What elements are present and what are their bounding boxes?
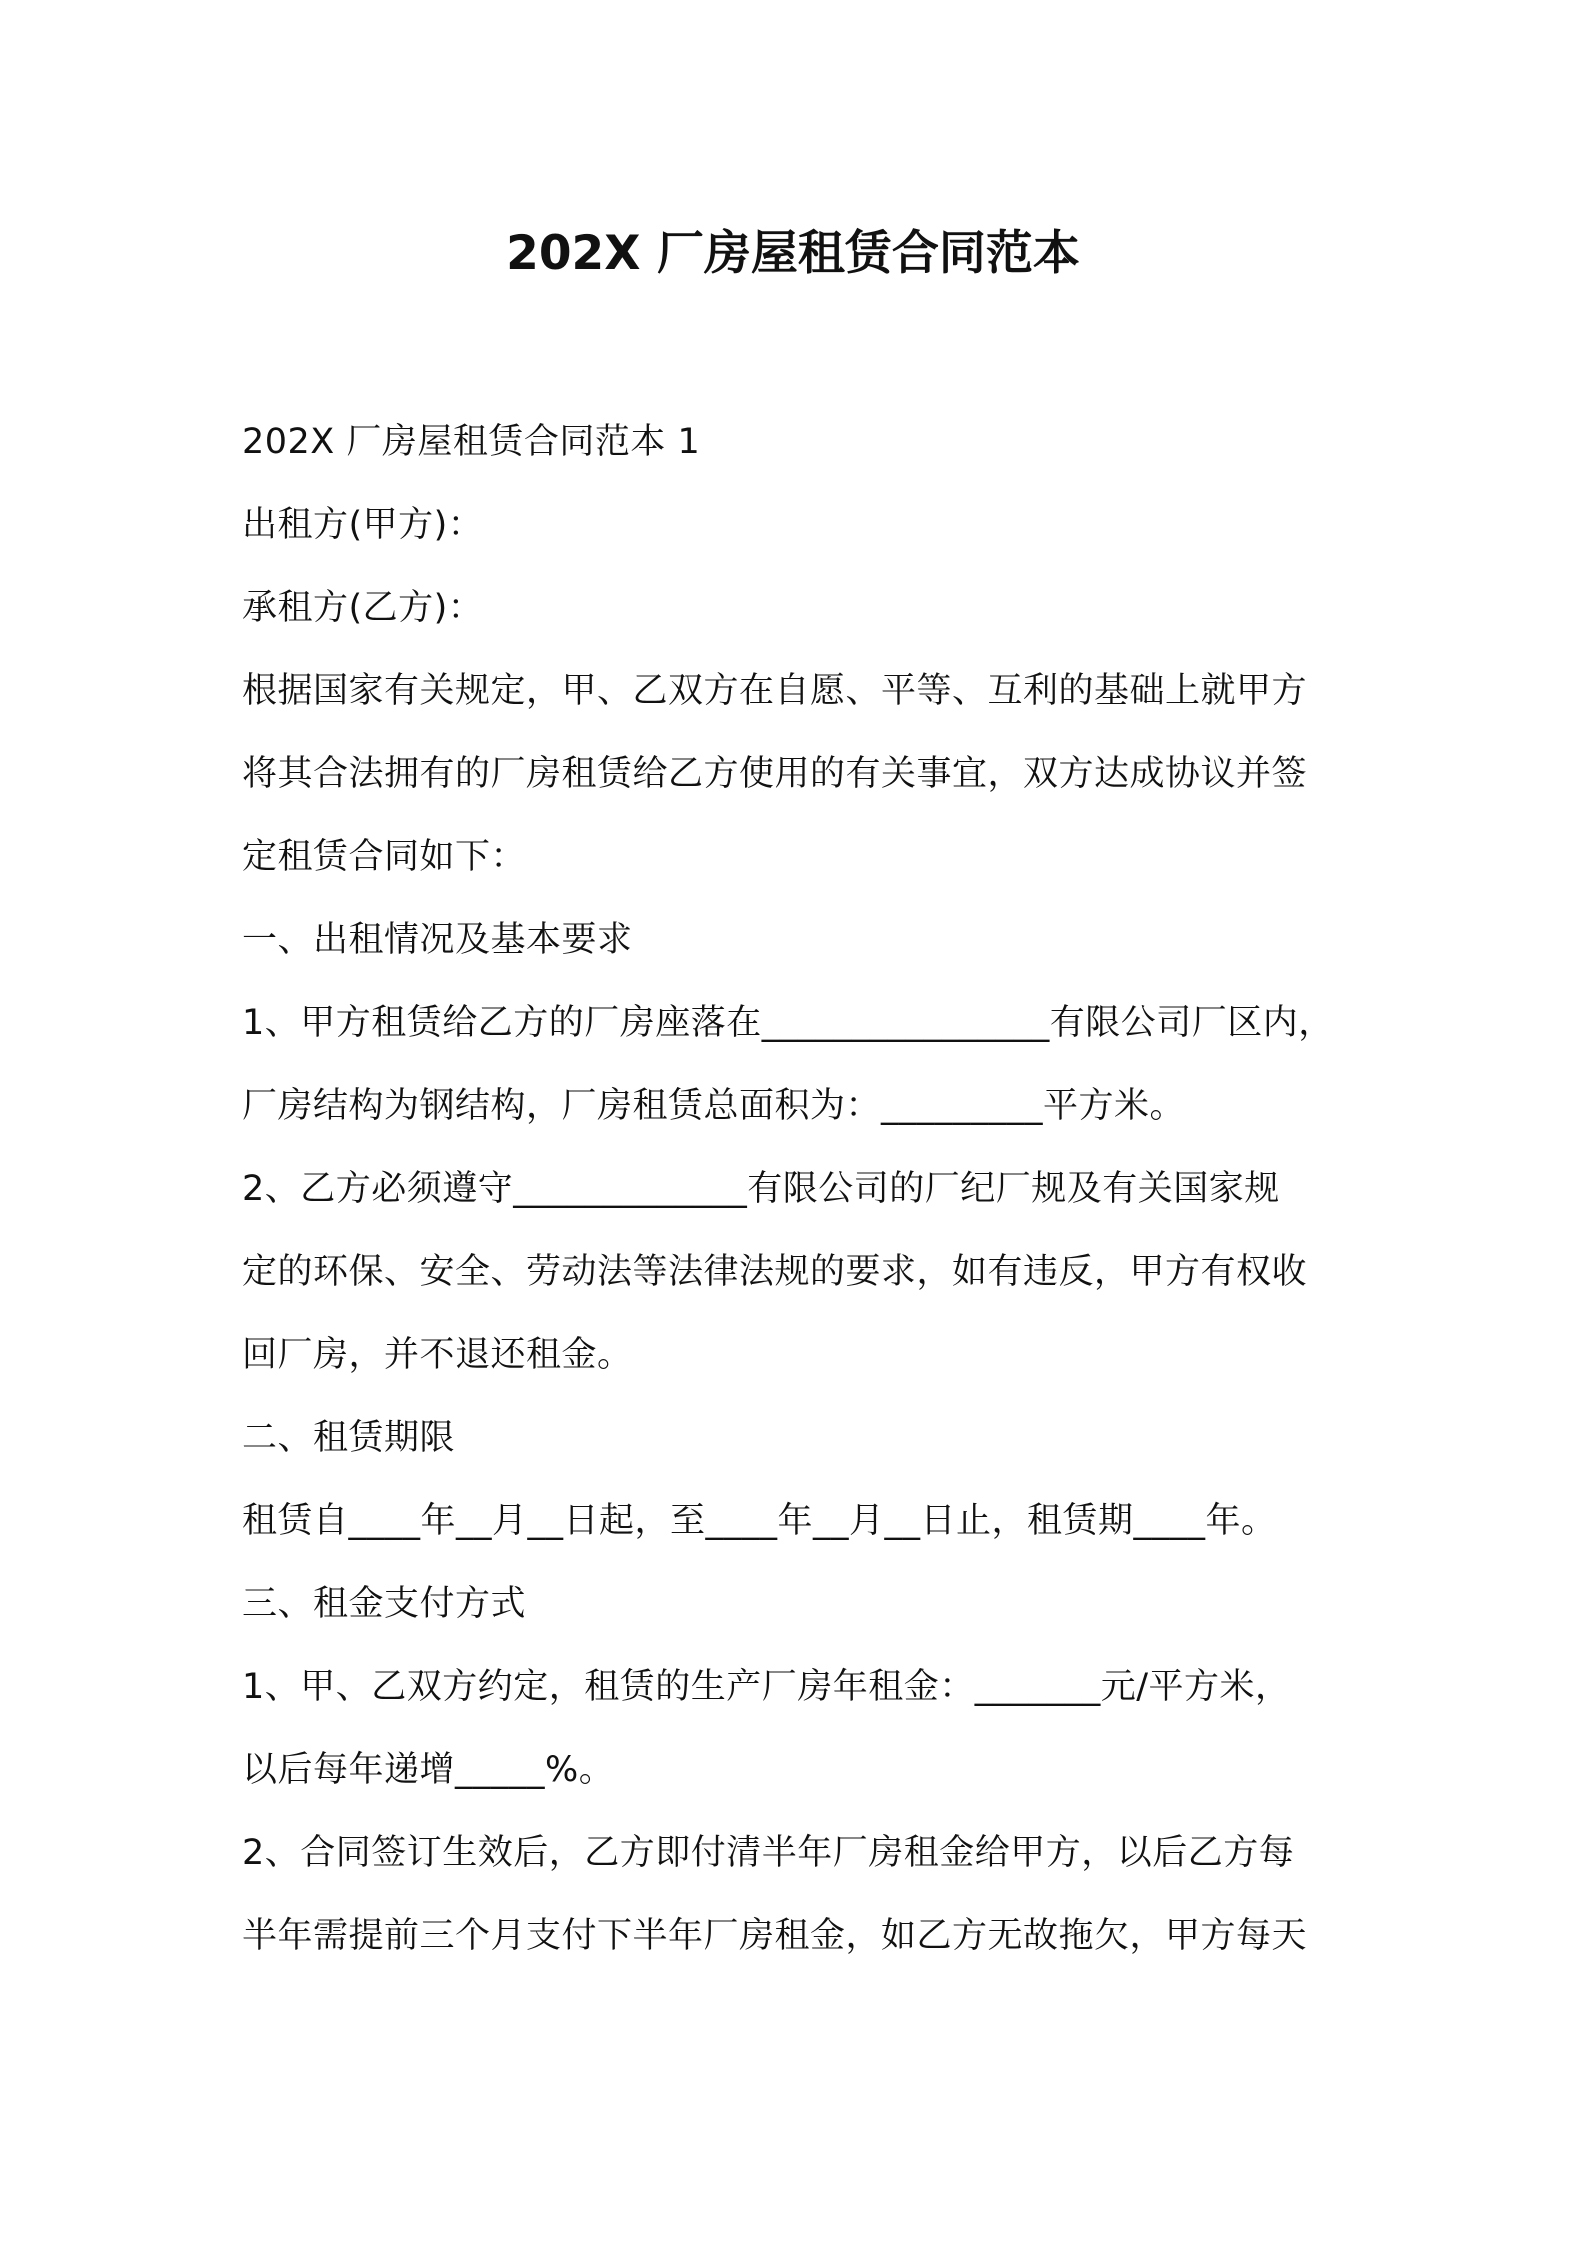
paragraph-line: 租赁自____年__月__日起，至____年__月__日止，租赁期____年。 [242,1501,1277,1541]
document-body [242,412,1372,1989]
lessor-line: 出租方(甲方)： [242,505,484,545]
section-heading: 一、出租情况及基本要求 [242,920,633,960]
paragraph-line: 半年需提前三个月支付下半年厂房租金，如乙方无故拖欠，甲方每天 [242,1916,1308,1956]
paragraph-line: 定租赁合同如下： [242,837,527,877]
paragraph-line: 根据国家有关规定，甲、乙双方在自愿、平等、互利的基础上就甲方 [242,671,1308,711]
paragraph-line: 以后每年递增_____%。 [242,1750,615,1790]
lessee-line: 承租方(乙方)： [242,588,484,628]
section-heading: 二、租赁期限 [242,1418,456,1458]
section-heading: 202X 厂房屋租赁合同范本 1 [242,422,701,462]
paragraph-line: 1、甲、乙双方约定，租赁的生产厂房年租金：_______元/平方米， [242,1667,1291,1707]
paragraph-line: 2、乙方必须遵守_____________有限公司的厂纪厂规及有关国家规 [242,1169,1280,1209]
paragraph-line: 回厂房，并不退还租金。 [242,1335,633,1375]
section-heading: 三、租金支付方式 [242,1584,527,1624]
document-title: 202X 厂房屋租赁合同范本 [506,226,1080,281]
paragraph-line: 1、甲方租赁给乙方的厂房座落在________________有限公司厂区内， [242,1003,1334,1043]
paragraph-line: 定的环保、安全、劳动法等法律法规的要求，如有违反，甲方有权收 [242,1252,1308,1292]
paragraph-line: 厂房结构为钢结构，厂房租赁总面积为：_________平方米。 [242,1086,1186,1126]
paragraph-line: 将其合法拥有的厂房租赁给乙方使用的有关事宜，双方达成协议并签 [242,754,1308,794]
paragraph-line: 2、合同签订生效后，乙方即付清半年厂房租金给甲方，以后乙方每 [242,1833,1295,1873]
